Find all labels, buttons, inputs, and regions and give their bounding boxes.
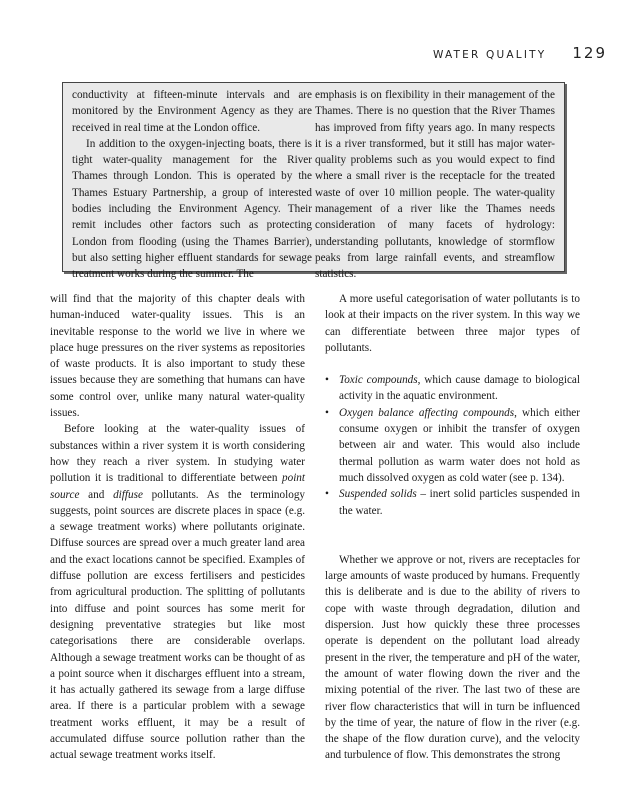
term-diffuse: diffuse bbox=[113, 488, 143, 501]
box-paragraph: emphasis is on flexibility in their management of the Thames. There is no question that the River Thames has improved from fifty years ago. In many respects it is a river transformed, but it still has major water-quality problems such as you would expect to find where a small river is the receptacle for the treated waste of over 10 million people. The water-quality management of a river like the Thames needs consideration of many facets of hydrology: understanding pollutants, knowledge of stormflow peaks from large rainfall events, and streamflow statistics. bbox=[315, 89, 555, 281]
box-paragraph: conductivity at fifteen-minute intervals and are monitored by the Environment Agency as they are received in real time at the London office. bbox=[72, 89, 312, 134]
paragraph bbox=[50, 421, 305, 763]
paragraph: A more useful categorisation of water pollutants is to look at their impacts on the river system. In this way we can differentiate between three major types of pollutants. bbox=[325, 293, 580, 354]
case-study-box bbox=[62, 82, 565, 281]
term-point-source: point source bbox=[50, 472, 305, 501]
box-paragraph: In addition to the oxygen-injecting boats, there is tight water-quality management for the River Thames through London. This is operated by the Thames Estuary Partnership, a group of interested bodies including the Environment Agency. Their remit includes other factors such as protecting London from flooding (using the Thames Barrier), but also setting higher effluent standards for sewage treatment works during the summer. The bbox=[72, 137, 312, 281]
text-run: and bbox=[79, 488, 114, 501]
list-item bbox=[325, 372, 580, 405]
list-item bbox=[325, 405, 580, 486]
page-number: 129 bbox=[572, 44, 607, 62]
list-text: – inert solid particles suspended in the water. bbox=[339, 488, 580, 517]
bullet-icon: • bbox=[325, 374, 329, 387]
spacer bbox=[325, 535, 580, 552]
paragraph: Whether we approve or not, rivers are receptacles for large amounts of waste produced by humans. Frequently this is deliberate and is due to the ability of rivers to cope with waste through degradation, dilution and dispersion. Just how quickly these three processes operate is dependent on the pollutant load already present in the river, the temperature and pH of the water, the amount of water flowing down the river and the mixing potential of the river. The last two of these are river flow characteristics that will in turn be influenced by the time of year, the nature of flow in the river (e.g. the shape of the flow duration curve), and the velocity and turbulence of flow. This demonstrates the strong bbox=[325, 553, 580, 762]
bullet-icon: • bbox=[325, 488, 329, 501]
text-run: Before looking at the water-quality issues of substances within a river system it is worth considering how they reach a river system. In studying water pollution it is traditional to differentiate between bbox=[50, 423, 305, 485]
running-head bbox=[433, 44, 607, 62]
box-right-column bbox=[315, 87, 555, 281]
list-text: , which either consume oxygen or inhibit the transfer of oxygen between air and water. This would also include thermal pollution as warm water does not hold as much dissolved oxygen as cold water (see p. 134). bbox=[339, 406, 580, 484]
pollutant-types-list bbox=[325, 372, 580, 519]
chapter-title: WATER QUALITY bbox=[432, 49, 547, 61]
body-text bbox=[50, 291, 580, 764]
list-term: Suspended solids bbox=[339, 488, 417, 501]
list-item bbox=[325, 486, 580, 519]
right-column bbox=[325, 291, 580, 764]
paragraph: will find that the majority of this chapter deals with human-induced water-quality issues. This is an inevitable response to the world we live in where we place huge pressures on the river systems as repositories of waste products. It is also important to study these issues because they are something that humans can have some control over, unlike many natural water-quality issues. bbox=[50, 293, 305, 420]
list-term: Toxic compounds bbox=[339, 374, 418, 387]
list-term: Oxygen balance affecting compounds bbox=[339, 406, 515, 419]
left-column bbox=[50, 291, 305, 764]
box-left-column bbox=[72, 87, 312, 281]
text-run: pollutants. As the terminology suggests, point sources are discrete places in space (e.g. a sewage treatment works) where pollutants originate. Diffuse sources are spread over a much greater land area and the exact locations cannot be specified. Examples of diffuse pollution are excess fertilisers and pesticides from agricultural production. The splitting of pollutants into diffuse and point sources has some merit for designing preventative strategies but like most categorisations there are considerable overlaps. Although a sewage treatment works can be thought of as a point source when it discharges effluent into a stream, it has actually gathered its sewage from a large diffuse area. If there is a particular problem with a sewage treatment works effluent, it may be a result of accumulated diffuse source pollution rather than the actual sewage treatment works itself. bbox=[50, 488, 306, 762]
bullet-icon: • bbox=[325, 406, 329, 419]
list-text: , which cause damage to biological activity in the aquatic environment. bbox=[339, 374, 580, 403]
